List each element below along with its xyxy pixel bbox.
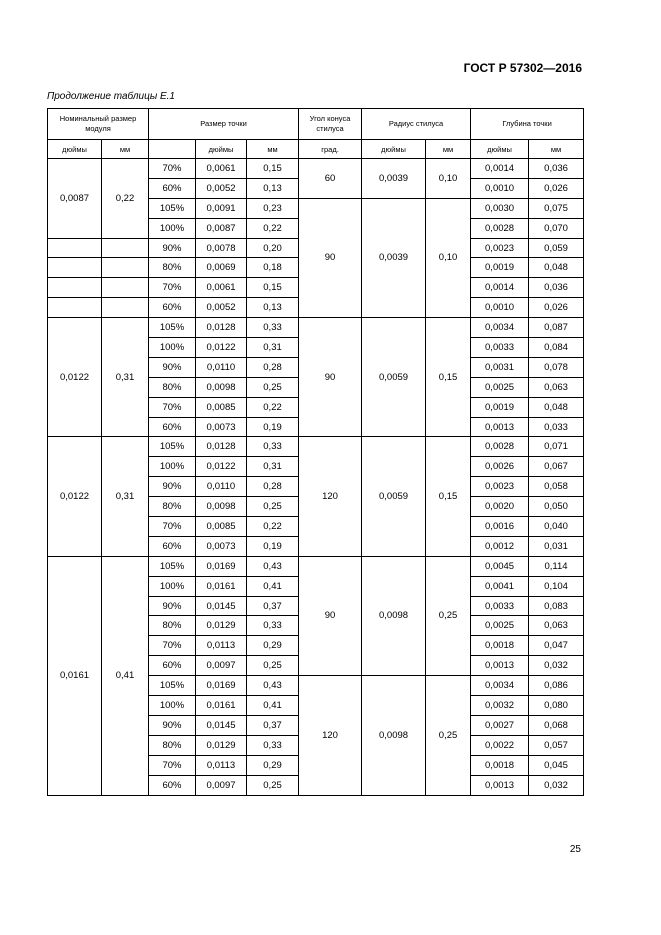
point-inches-cell: 0,0113 bbox=[196, 636, 247, 656]
point-inches-cell: 0,0097 bbox=[196, 656, 247, 676]
point-inches-cell: 0,0161 bbox=[196, 576, 247, 596]
depth-inches-cell: 0,0028 bbox=[471, 437, 529, 457]
point-inches-cell: 0,0069 bbox=[196, 258, 247, 278]
point-mm-cell: 0,37 bbox=[247, 715, 299, 735]
point-percent-cell: 60% bbox=[149, 775, 196, 795]
point-inches-cell: 0,0110 bbox=[196, 357, 247, 377]
depth-mm-cell: 0,075 bbox=[529, 198, 584, 218]
point-mm-cell: 0,33 bbox=[247, 735, 299, 755]
module-mm-cell: 0,31 bbox=[102, 437, 149, 556]
point-percent-cell: 100% bbox=[149, 218, 196, 238]
depth-mm-cell: 0,086 bbox=[529, 676, 584, 696]
subheader-point-percent bbox=[149, 140, 196, 159]
depth-inches-cell: 0,0030 bbox=[471, 198, 529, 218]
depth-mm-cell: 0,045 bbox=[529, 755, 584, 775]
point-percent-cell: 90% bbox=[149, 357, 196, 377]
point-inches-cell: 0,0169 bbox=[196, 676, 247, 696]
point-percent-cell: 90% bbox=[149, 596, 196, 616]
point-percent-cell: 100% bbox=[149, 457, 196, 477]
point-inches-cell: 0,0145 bbox=[196, 596, 247, 616]
module-mm-cell: 0,22 bbox=[102, 159, 149, 239]
depth-mm-cell: 0,063 bbox=[529, 616, 584, 636]
table-row bbox=[48, 556, 584, 576]
point-percent-cell: 100% bbox=[149, 576, 196, 596]
point-percent-cell: 60% bbox=[149, 178, 196, 198]
radius-mm-cell: 0,15 bbox=[426, 437, 471, 556]
point-inches-cell: 0,0078 bbox=[196, 238, 247, 258]
point-inches-cell: 0,0091 bbox=[196, 198, 247, 218]
depth-mm-cell: 0,114 bbox=[529, 556, 584, 576]
point-inches-cell: 0,0110 bbox=[196, 477, 247, 497]
radius-inches-cell: 0,0039 bbox=[362, 159, 426, 199]
radius-inches-cell: 0,0039 bbox=[362, 198, 426, 317]
point-inches-cell: 0,0122 bbox=[196, 338, 247, 358]
subheader-point-mm: мм bbox=[247, 140, 299, 159]
depth-mm-cell: 0,071 bbox=[529, 437, 584, 457]
depth-inches-cell: 0,0013 bbox=[471, 417, 529, 437]
module-inches-cell: 0,0087 bbox=[48, 159, 102, 239]
depth-inches-cell: 0,0026 bbox=[471, 457, 529, 477]
depth-inches-cell: 0,0014 bbox=[471, 278, 529, 298]
table-caption: Продолжение таблицы Е.1 bbox=[47, 91, 175, 102]
depth-mm-cell: 0,068 bbox=[529, 715, 584, 735]
depth-inches-cell: 0,0013 bbox=[471, 775, 529, 795]
depth-inches-cell: 0,0018 bbox=[471, 636, 529, 656]
depth-mm-cell: 0,026 bbox=[529, 298, 584, 318]
point-inches-cell: 0,0052 bbox=[196, 178, 247, 198]
table-row bbox=[48, 159, 584, 179]
depth-mm-cell: 0,036 bbox=[529, 278, 584, 298]
point-mm-cell: 0,25 bbox=[247, 497, 299, 517]
point-mm-cell: 0,25 bbox=[247, 656, 299, 676]
depth-inches-cell: 0,0032 bbox=[471, 696, 529, 716]
point-percent-cell: 80% bbox=[149, 735, 196, 755]
radius-inches-cell: 0,0098 bbox=[362, 676, 426, 795]
depth-inches-cell: 0,0014 bbox=[471, 159, 529, 179]
module-inches-cell: 0,0122 bbox=[48, 437, 102, 556]
point-inches-cell: 0,0097 bbox=[196, 775, 247, 795]
point-mm-cell: 0,29 bbox=[247, 755, 299, 775]
depth-inches-cell: 0,0023 bbox=[471, 238, 529, 258]
cone-angle-cell: 90 bbox=[299, 198, 362, 317]
depth-inches-cell: 0,0031 bbox=[471, 357, 529, 377]
point-inches-cell: 0,0098 bbox=[196, 377, 247, 397]
module-inches-cell: 0,0122 bbox=[48, 318, 102, 437]
depth-mm-cell: 0,032 bbox=[529, 775, 584, 795]
point-percent-cell: 80% bbox=[149, 377, 196, 397]
page-number: 25 bbox=[569, 844, 581, 855]
radius-inches-cell: 0,0098 bbox=[362, 556, 426, 675]
point-mm-cell: 0,33 bbox=[247, 437, 299, 457]
point-mm-cell: 0,28 bbox=[247, 357, 299, 377]
radius-inches-cell: 0,0059 bbox=[362, 437, 426, 556]
radius-mm-cell: 0,25 bbox=[426, 556, 471, 675]
depth-mm-cell: 0,031 bbox=[529, 536, 584, 556]
depth-inches-cell: 0,0016 bbox=[471, 517, 529, 537]
depth-mm-cell: 0,057 bbox=[529, 735, 584, 755]
header-point-depth: Глубина точки bbox=[471, 109, 584, 140]
point-mm-cell: 0,13 bbox=[247, 298, 299, 318]
point-inches-cell: 0,0169 bbox=[196, 556, 247, 576]
depth-mm-cell: 0,104 bbox=[529, 576, 584, 596]
subheader-depth-inches: дюймы bbox=[471, 140, 529, 159]
point-mm-cell: 0,19 bbox=[247, 417, 299, 437]
depth-inches-cell: 0,0012 bbox=[471, 536, 529, 556]
depth-mm-cell: 0,048 bbox=[529, 258, 584, 278]
subheader-depth-mm: мм bbox=[529, 140, 584, 159]
point-inches-cell: 0,0161 bbox=[196, 696, 247, 716]
depth-mm-cell: 0,036 bbox=[529, 159, 584, 179]
point-percent-cell: 60% bbox=[149, 298, 196, 318]
radius-inches-cell: 0,0059 bbox=[362, 318, 426, 437]
point-percent-cell: 70% bbox=[149, 159, 196, 179]
point-mm-cell: 0,22 bbox=[247, 397, 299, 417]
depth-mm-cell: 0,078 bbox=[529, 357, 584, 377]
depth-inches-cell: 0,0019 bbox=[471, 258, 529, 278]
header-point-size: Размер точки bbox=[149, 109, 299, 140]
header-cone-angle: Угол конуса стилуса bbox=[299, 109, 362, 140]
point-mm-cell: 0,33 bbox=[247, 616, 299, 636]
point-percent-cell: 100% bbox=[149, 338, 196, 358]
depth-inches-cell: 0,0034 bbox=[471, 318, 529, 338]
point-percent-cell: 90% bbox=[149, 238, 196, 258]
empty-cell bbox=[102, 278, 149, 298]
point-inches-cell: 0,0113 bbox=[196, 755, 247, 775]
point-percent-cell: 60% bbox=[149, 417, 196, 437]
point-mm-cell: 0,33 bbox=[247, 318, 299, 338]
point-percent-cell: 90% bbox=[149, 477, 196, 497]
document-code: ГОСТ Р 57302—2016 bbox=[463, 61, 582, 75]
point-inches-cell: 0,0129 bbox=[196, 735, 247, 755]
point-inches-cell: 0,0087 bbox=[196, 218, 247, 238]
point-percent-cell: 70% bbox=[149, 517, 196, 537]
depth-inches-cell: 0,0018 bbox=[471, 755, 529, 775]
point-mm-cell: 0,41 bbox=[247, 696, 299, 716]
point-percent-cell: 70% bbox=[149, 755, 196, 775]
table-row bbox=[48, 318, 584, 338]
point-mm-cell: 0,31 bbox=[247, 338, 299, 358]
point-mm-cell: 0,25 bbox=[247, 377, 299, 397]
module-inches-cell: 0,0161 bbox=[48, 556, 102, 795]
point-mm-cell: 0,20 bbox=[247, 238, 299, 258]
empty-cell bbox=[102, 238, 149, 258]
point-inches-cell: 0,0085 bbox=[196, 397, 247, 417]
table-row bbox=[48, 437, 584, 457]
point-inches-cell: 0,0098 bbox=[196, 497, 247, 517]
point-mm-cell: 0,13 bbox=[247, 178, 299, 198]
point-percent-cell: 105% bbox=[149, 437, 196, 457]
point-mm-cell: 0,22 bbox=[247, 517, 299, 537]
depth-mm-cell: 0,058 bbox=[529, 477, 584, 497]
subheader-module-inches: дюймы bbox=[48, 140, 102, 159]
depth-inches-cell: 0,0013 bbox=[471, 656, 529, 676]
point-mm-cell: 0,29 bbox=[247, 636, 299, 656]
empty-cell bbox=[102, 258, 149, 278]
cone-angle-cell: 60 bbox=[299, 159, 362, 199]
depth-inches-cell: 0,0028 bbox=[471, 218, 529, 238]
depth-inches-cell: 0,0033 bbox=[471, 338, 529, 358]
depth-inches-cell: 0,0025 bbox=[471, 377, 529, 397]
empty-cell bbox=[48, 298, 102, 318]
depth-mm-cell: 0,047 bbox=[529, 636, 584, 656]
empty-cell bbox=[48, 258, 102, 278]
point-inches-cell: 0,0122 bbox=[196, 457, 247, 477]
depth-mm-cell: 0,040 bbox=[529, 517, 584, 537]
depth-mm-cell: 0,048 bbox=[529, 397, 584, 417]
header-stylus-radius: Радиус стилуса bbox=[362, 109, 471, 140]
point-inches-cell: 0,0073 bbox=[196, 417, 247, 437]
cone-angle-cell: 90 bbox=[299, 318, 362, 437]
depth-inches-cell: 0,0010 bbox=[471, 178, 529, 198]
point-mm-cell: 0,15 bbox=[247, 278, 299, 298]
module-mm-cell: 0,31 bbox=[102, 318, 149, 437]
point-percent-cell: 105% bbox=[149, 198, 196, 218]
radius-mm-cell: 0,10 bbox=[426, 159, 471, 199]
depth-inches-cell: 0,0025 bbox=[471, 616, 529, 636]
point-mm-cell: 0,43 bbox=[247, 556, 299, 576]
depth-inches-cell: 0,0023 bbox=[471, 477, 529, 497]
point-inches-cell: 0,0085 bbox=[196, 517, 247, 537]
radius-mm-cell: 0,25 bbox=[426, 676, 471, 795]
point-percent-cell: 60% bbox=[149, 536, 196, 556]
depth-inches-cell: 0,0045 bbox=[471, 556, 529, 576]
point-percent-cell: 80% bbox=[149, 616, 196, 636]
depth-mm-cell: 0,070 bbox=[529, 218, 584, 238]
module-mm-cell: 0,41 bbox=[102, 556, 149, 795]
point-percent-cell: 70% bbox=[149, 278, 196, 298]
point-inches-cell: 0,0129 bbox=[196, 616, 247, 636]
depth-inches-cell: 0,0019 bbox=[471, 397, 529, 417]
point-inches-cell: 0,0145 bbox=[196, 715, 247, 735]
point-percent-cell: 105% bbox=[149, 318, 196, 338]
depth-inches-cell: 0,0033 bbox=[471, 596, 529, 616]
depth-inches-cell: 0,0020 bbox=[471, 497, 529, 517]
radius-mm-cell: 0,15 bbox=[426, 318, 471, 437]
point-percent-cell: 100% bbox=[149, 696, 196, 716]
point-inches-cell: 0,0061 bbox=[196, 278, 247, 298]
subheader-radius-inches: дюймы bbox=[362, 140, 426, 159]
depth-mm-cell: 0,026 bbox=[529, 178, 584, 198]
point-percent-cell: 70% bbox=[149, 397, 196, 417]
point-percent-cell: 80% bbox=[149, 258, 196, 278]
depth-mm-cell: 0,080 bbox=[529, 696, 584, 716]
cone-angle-cell: 120 bbox=[299, 437, 362, 556]
depth-mm-cell: 0,067 bbox=[529, 457, 584, 477]
empty-cell bbox=[102, 298, 149, 318]
depth-mm-cell: 0,032 bbox=[529, 656, 584, 676]
point-inches-cell: 0,0061 bbox=[196, 159, 247, 179]
depth-mm-cell: 0,087 bbox=[529, 318, 584, 338]
point-percent-cell: 105% bbox=[149, 556, 196, 576]
point-inches-cell: 0,0052 bbox=[196, 298, 247, 318]
depth-inches-cell: 0,0010 bbox=[471, 298, 529, 318]
point-percent-cell: 70% bbox=[149, 636, 196, 656]
header-module-size: Номинальный размер модуля bbox=[48, 109, 149, 140]
point-percent-cell: 105% bbox=[149, 676, 196, 696]
point-mm-cell: 0,23 bbox=[247, 198, 299, 218]
depth-mm-cell: 0,059 bbox=[529, 238, 584, 258]
cone-angle-cell: 120 bbox=[299, 676, 362, 795]
depth-inches-cell: 0,0027 bbox=[471, 715, 529, 735]
subheader-radius-mm: мм bbox=[426, 140, 471, 159]
point-percent-cell: 60% bbox=[149, 656, 196, 676]
depth-mm-cell: 0,050 bbox=[529, 497, 584, 517]
radius-mm-cell: 0,10 bbox=[426, 198, 471, 317]
empty-cell bbox=[48, 278, 102, 298]
point-mm-cell: 0,31 bbox=[247, 457, 299, 477]
depth-inches-cell: 0,0022 bbox=[471, 735, 529, 755]
data-table bbox=[47, 108, 584, 796]
point-mm-cell: 0,19 bbox=[247, 536, 299, 556]
point-mm-cell: 0,22 bbox=[247, 218, 299, 238]
depth-mm-cell: 0,063 bbox=[529, 377, 584, 397]
point-mm-cell: 0,28 bbox=[247, 477, 299, 497]
depth-mm-cell: 0,083 bbox=[529, 596, 584, 616]
point-mm-cell: 0,15 bbox=[247, 159, 299, 179]
point-mm-cell: 0,43 bbox=[247, 676, 299, 696]
depth-mm-cell: 0,033 bbox=[529, 417, 584, 437]
subheader-point-inches: дюймы bbox=[196, 140, 247, 159]
point-percent-cell: 90% bbox=[149, 715, 196, 735]
subheader-angle-deg: град. bbox=[299, 140, 362, 159]
cone-angle-cell: 90 bbox=[299, 556, 362, 675]
point-percent-cell: 80% bbox=[149, 497, 196, 517]
depth-inches-cell: 0,0041 bbox=[471, 576, 529, 596]
subheader-module-mm: мм bbox=[102, 140, 149, 159]
point-mm-cell: 0,41 bbox=[247, 576, 299, 596]
point-inches-cell: 0,0073 bbox=[196, 536, 247, 556]
empty-cell bbox=[48, 238, 102, 258]
point-inches-cell: 0,0128 bbox=[196, 437, 247, 457]
depth-mm-cell: 0,084 bbox=[529, 338, 584, 358]
point-mm-cell: 0,18 bbox=[247, 258, 299, 278]
point-inches-cell: 0,0128 bbox=[196, 318, 247, 338]
point-mm-cell: 0,37 bbox=[247, 596, 299, 616]
point-mm-cell: 0,25 bbox=[247, 775, 299, 795]
depth-inches-cell: 0,0034 bbox=[471, 676, 529, 696]
